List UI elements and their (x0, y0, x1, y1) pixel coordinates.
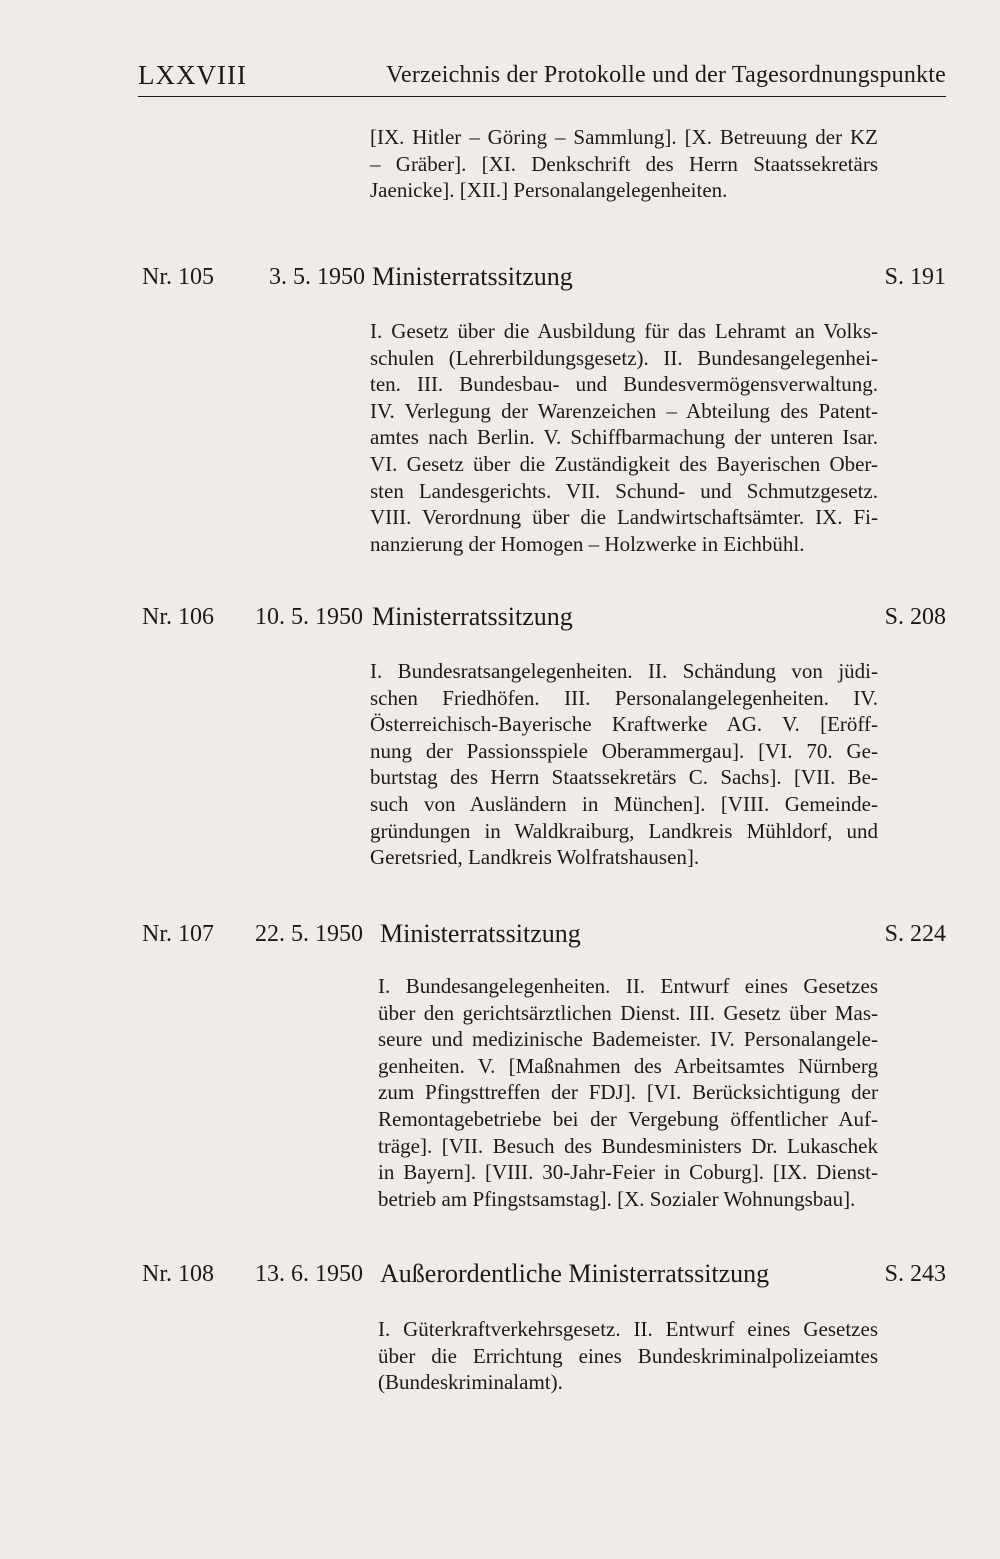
text-line: über die Errichtung eines Bundeskriminalpolizeiamtes (378, 1343, 878, 1368)
entry-page: S. 243 (884, 1261, 946, 1287)
text-line: nung der Passionsspiele Oberammergau]. [VI. 70. Ge- (370, 738, 878, 763)
text-line: IV. Verlegung der Warenzeichen – Abteilung des Patent- (370, 398, 878, 423)
text-line: burtstag des Herrn Staatssekretärs C. Sachs]. [VII. Be- (370, 765, 878, 790)
entry-page: S. 208 (884, 604, 946, 630)
intro-continuation (370, 124, 878, 204)
text-line: VI. Gesetz über die Zuständigkeit des Bayerischen Ober- (370, 451, 878, 476)
entry-date: 10. 5. 1950 (255, 604, 363, 630)
text-line: Geretsried, Landkreis Wolfratshausen]. (370, 845, 700, 870)
entry-title: Ministerratssitzung (372, 602, 573, 631)
text-line: genheiten. V. [Maßnahmen des Arbeitsamtes Nürnberg (378, 1053, 878, 1078)
text-line: – Gräber]. [XI. Denkschrift des Herrn Staatssekretärs (370, 151, 878, 176)
text-line: Remontagebetriebe bei der Vergebung öffentlicher Auf- (378, 1106, 878, 1131)
text-line: gründungen in Waldkraiburg, Landkreis Mühldorf, und (370, 818, 878, 843)
entry-date: 3. 5. 1950 (269, 264, 365, 290)
text-line: schulen (Lehrerbildungsgesetz). II. Bundesangelegenhei- (370, 345, 878, 370)
running-title: Verzeichnis der Protokolle und der Tagesordnungspunkte (386, 62, 946, 88)
text-line: über den gerichtsärztlichen Dienst. III. Gesetz über Mas- (378, 1000, 878, 1025)
text-line: zum Pfingsttreffen der FDJ]. [VI. Berücksichtigung der (378, 1080, 878, 1105)
entry-agenda-106 (370, 658, 878, 871)
entry-title: Ministerratssitzung (380, 919, 581, 948)
text-line: (Bundeskriminalamt). (378, 1370, 563, 1395)
entry-number: Nr. 107 (142, 921, 214, 947)
text-line: schen Friedhöfen. III. Personalangelegenheiten. IV. (370, 685, 878, 710)
text-line: [IX. Hitler – Göring – Sammlung]. [X. Betreuung der KZ (370, 125, 878, 149)
entry-agenda-105 (370, 318, 878, 557)
entry-page: S. 191 (884, 264, 946, 290)
text-line: I. Bundesratsangelegenheiten. II. Schändung von jüdi- (370, 659, 878, 683)
text-line: seure und medizinische Bademeister. IV. Personalangele- (378, 1027, 878, 1052)
entry-date: 22. 5. 1950 (255, 921, 363, 947)
text-line: sten Landesgerichts. VII. Schund- und Schmutzgesetz. (370, 478, 878, 503)
text-line: VIII. Verordnung über die Landwirtschaftsämter. IX. Fi- (370, 505, 878, 530)
entry-number: Nr. 108 (142, 1261, 214, 1287)
entry-date: 13. 6. 1950 (255, 1261, 363, 1287)
entry-number: Nr. 105 (142, 264, 214, 290)
text-line: I. Gesetz über die Ausbildung für das Lehramt an Volks- (370, 319, 878, 343)
text-line: I. Bundesangelegenheiten. II. Entwurf eines Gesetzes (378, 974, 878, 998)
text-line: Jaenicke]. [XII.] Personalangelegenheiten. (370, 178, 728, 203)
entry-agenda-108 (378, 1316, 878, 1396)
entry-heading-108 (142, 1261, 946, 1295)
text-line: such von Ausländern in München]. [VIII. Gemeinde- (370, 791, 878, 816)
entry-page: S. 224 (884, 921, 946, 947)
text-line: ten. III. Bundesbau- und Bundesvermögensverwaltung. (370, 372, 878, 397)
page-header (138, 60, 946, 98)
text-line: träge]. [VII. Besuch des Bundesministers Dr. Lukaschek (378, 1133, 878, 1158)
header-rule (138, 96, 946, 97)
entry-heading-105 (142, 264, 946, 298)
page-number: LXXVIII (138, 60, 247, 90)
text-line: Österreichisch-Bayerische Kraftwerke AG. V. [Eröff- (370, 712, 878, 737)
entry-title: Ministerratssitzung (372, 262, 573, 291)
text-line: in Bayern]. [VIII. 30-Jahr-Feier in Coburg]. [IX. Dienst- (378, 1160, 878, 1185)
entry-heading-107 (142, 921, 946, 955)
entry-number: Nr. 106 (142, 604, 214, 630)
entry-agenda-107 (378, 973, 878, 1212)
text-line: betrieb am Pfingstsamstag]. [X. Sozialer Wohnungsbau]. (378, 1186, 856, 1211)
text-line: nanzierung der Homogen – Holzwerke in Eichbühl. (370, 531, 805, 556)
entry-heading-106 (142, 604, 946, 638)
text-line: amtes nach Berlin. V. Schiffbarmachung der unteren Isar. (370, 425, 878, 450)
entry-title: Außerordentliche Ministerratssitzung (380, 1259, 770, 1288)
text-line: I. Güterkraftverkehrsgesetz. II. Entwurf eines Gesetzes (378, 1317, 878, 1341)
